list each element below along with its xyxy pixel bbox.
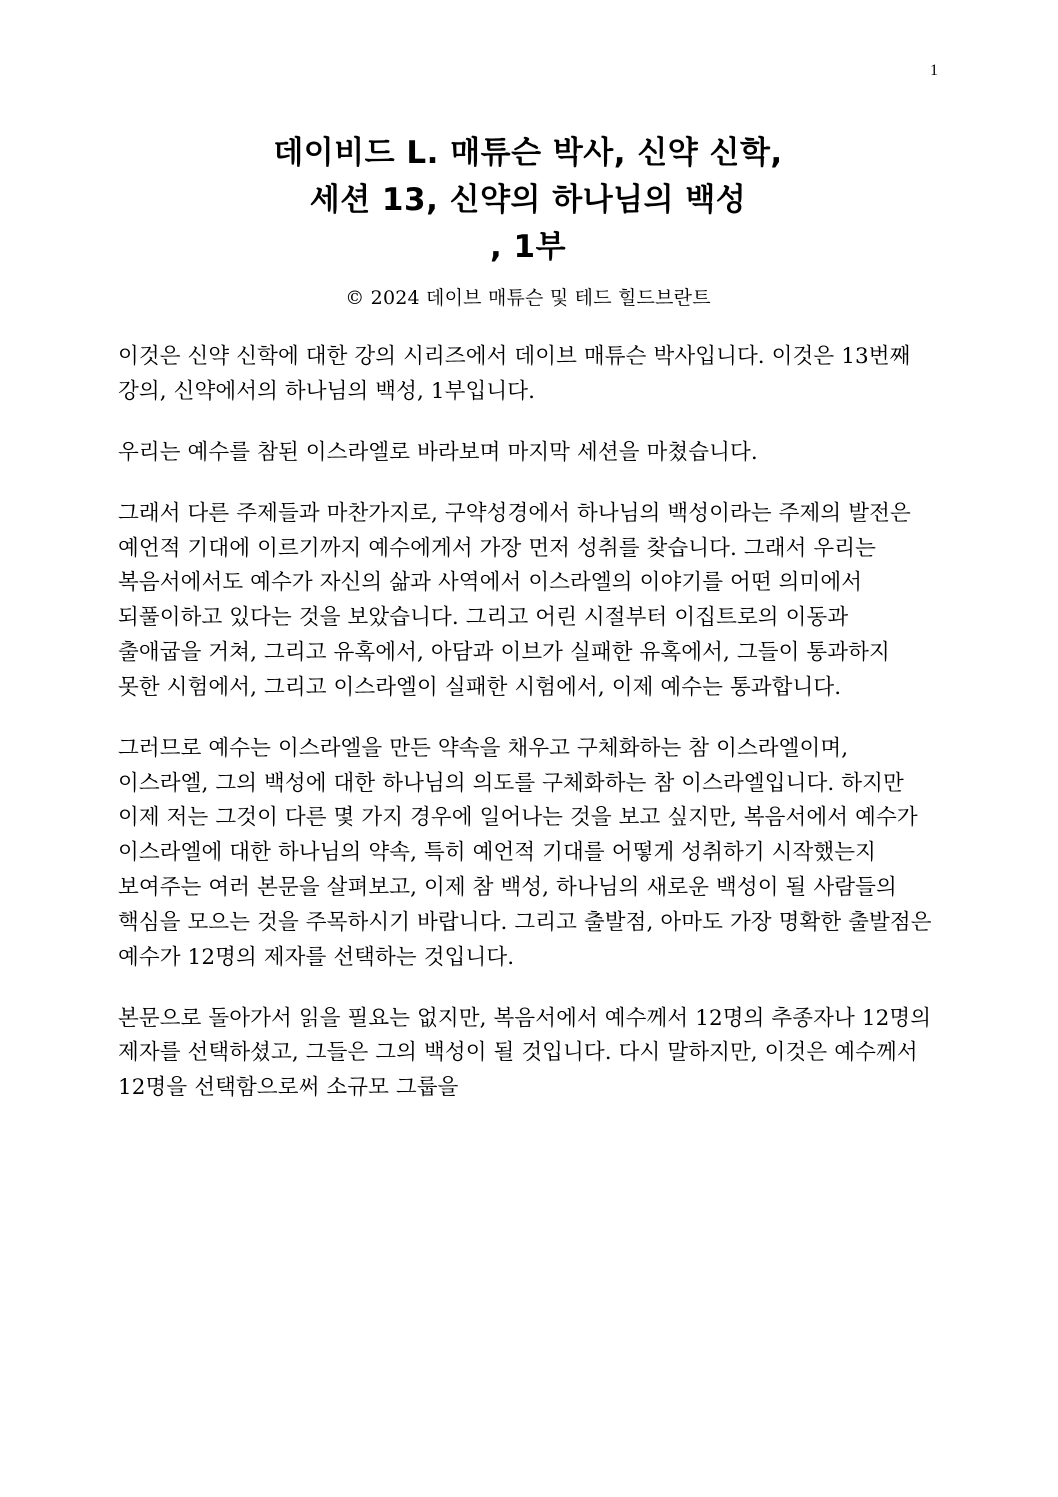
copyright-notice: © 2024 데이브 매튜슨 및 테드 힐드브란트: [345, 287, 711, 310]
page-title: [118, 130, 938, 271]
title-line-1: 데이비드 L. 매튜슨 박사, 신약 신학,: [273, 135, 783, 171]
document-content: [118, 130, 938, 1106]
paragraph-1: 이것은 신약 신학에 대한 강의 시리즈에서 데이브 매튜슨 박사입니다. 이것은 13번째 강의, 신약에서의 하나님의 백성, 1부입니다.: [118, 344, 911, 405]
page-number: 1: [930, 62, 938, 79]
paragraph-5: 본문으로 돌아가서 읽을 필요는 없지만, 복음서에서 예수께서 12명의 추종자나 12명의 제자를 선택하셨고, 그들은 그의 백성이 될 것입니다. 다시 말하지만, 이것은 예수께서 12명을 선택함으로써 소규모 그룹을: [118, 1005, 932, 1101]
paragraph-4: 그러므로 예수는 이스라엘을 만든 약속을 채우고 구체화하는 참 이스라엘이며, 이스라엘, 그의 백성에 대한 하나님의 의도를 구체화하는 참 이스라엘입니다. 하지만 이제 저는 그것이 다른 몇 가지 경우에 일어나는 것을 보고 싶지만, 복음서에서 예수가 이스라엘에 대한 하나님의 약속, 특히 예언적 기대를 어떻게 성취하기 시작했는지 보여주는 여러 본문을 살펴보고, 이제 참 백성, 하나님의 새로운 백성이 될 사람들의 핵심을 모으는 것을 주목하시기 바랍니다. 그리고 출발점, 아마도 가장 명확한 출발점은 예수가 12명의 제자를 선택하는 것입니다.: [118, 735, 932, 970]
title-line-2: 세션 13, 신약의 하나님의 백성: [309, 182, 747, 219]
paragraph-2: 우리는 예수를 참된 이스라엘로 바라보며 마지막 세션을 마쳤습니다.: [118, 439, 758, 465]
paragraph-3: 그래서 다른 주제들과 마찬가지로, 구약성경에서 하나님의 백성이라는 주제의 발전은 예언적 기대에 이르기까지 예수에게서 가장 먼저 성취를 찾습니다. 그래서 우리는 복음서에서도 예수가 자신의 삶과 사역에서 이스라엘의 이야기를 어떤 의미에서 되풀이하고 있다는 것을 보았습니다. 그리고 어린 시절부터 이집트로의 이동과 출애굽을 거쳐, 그리고 유혹에서, 아담과 이브가 실패한 유혹에서, 그들이 통과하지 못한 시험에서, 그리고 이스라엘이 실패한 시험에서, 이제 예수는 통과합니다.: [118, 500, 911, 700]
title-line-3: , 1부: [489, 229, 567, 266]
